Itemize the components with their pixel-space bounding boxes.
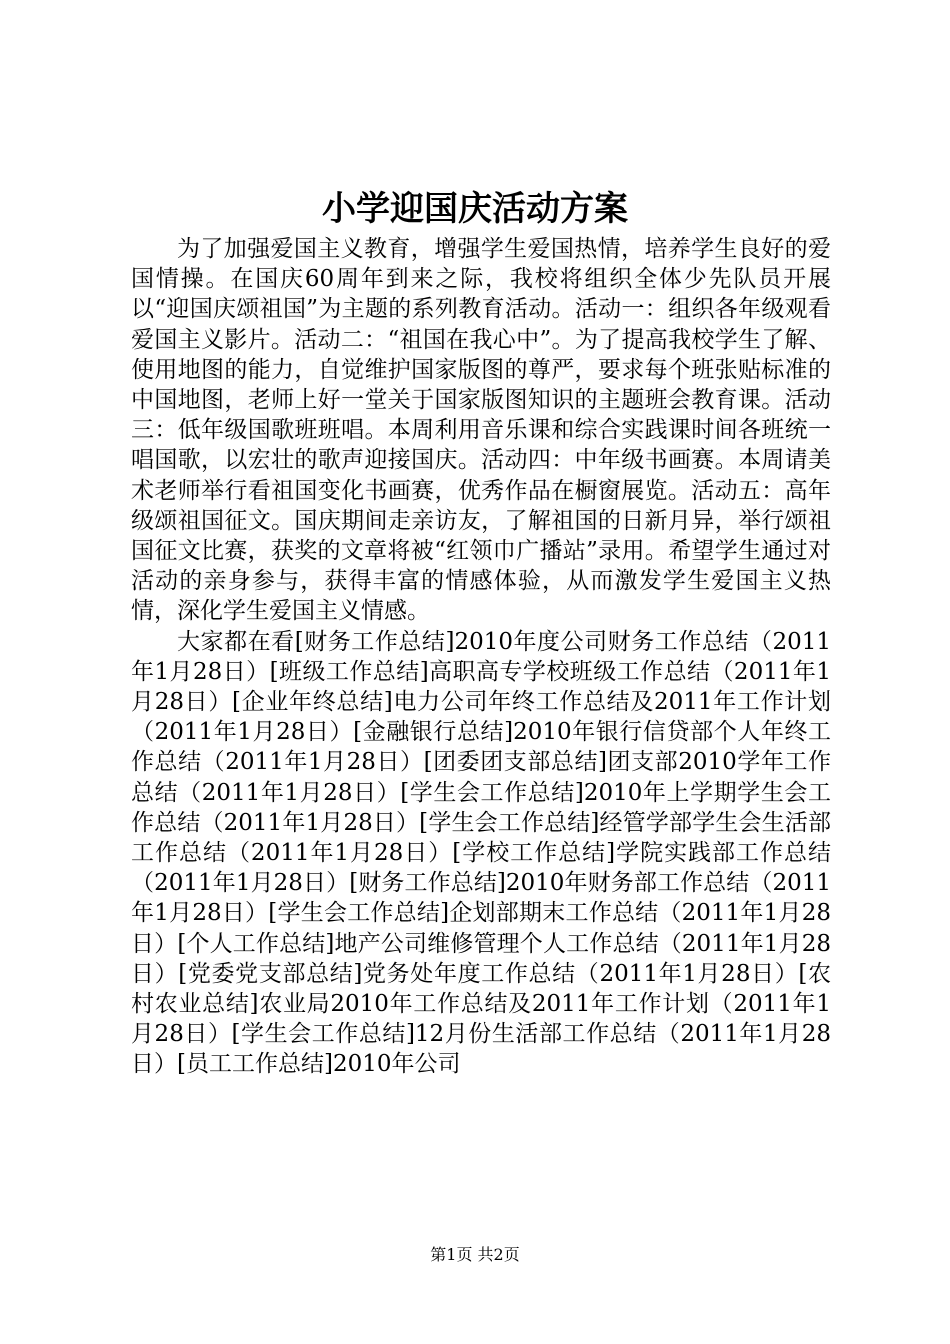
- document-title: 小学迎国庆活动方案: [322, 189, 628, 229]
- page-number-footer: 第1页 共2页: [430, 1245, 520, 1264]
- paragraph-activity-plan: 为了加强爱国主义教育，增强学生爱国热情，培养学生良好的爱国情操。在国庆60周年到来之际，我校将组织全体少先队员开展以“迎国庆颂祖国”为主题的系列教育活动。活动一：组织各年级观看爱国主义影片。活动二：“祖国在我心中”。为了提高我校学生了解、使用地图的能力，自觉维护国家版图的尊严，要求每个班张贴标准的中国地图，老师上好一堂关于国家版图知识的主题班会教育课。活动三：低年级国歌班班唱。本周利用音乐课和综合实践课时间各班统一唱国歌，以宏壮的歌声迎接国庆。活动四：中年级书画赛。本周请美术老师举行看祖国变化书画赛，优秀作品在橱窗展览。活动五：高年级颂祖国征文。国庆期间走亲访友，了解祖国的日新月异，举行颂祖国征文比赛，获奖的文章将被“红领巾广播站”录用。希望学生通过对活动的亲身参与，获得丰富的情感体验，从而激发学生爱国主义热情，深化学生爱国主义情感。: [131, 236, 831, 625]
- paragraph-related-articles: 大家都在看[财务工作总结]2010年度公司财务工作总结（2011年1月28日）[班级工作总结]高职高专学校班级工作总结（2011年1月28日）[企业年终总结]电力公司年终工作总结及2011年工作计划（2011年1月28日）[金融银行总结]2010年银行信贷部个人年终工作总结（2011年1月28日）[团委团支部总结]团支部2010学年工作总结（2011年1月28日）[学生会工作总结]2010年上学期学生会工作总结（2011年1月28日）[学生会工作总结]经管学部学生会生活部工作总结（2011年1月28日）[学校工作总结]学院实践部工作总结（2011年1月28日）[财务工作总结]2010年财务部工作总结（2011年1月28日）[学生会工作总结]企划部期末工作总结（2011年1月28日）[个人工作总结]地产公司维修管理个人工作总结（2011年1月28日）[党委党支部总结]党务处年度工作总结（2011年1月28日）[农村农业总结]农业局2010年工作总结及2011年工作计划（2011年1月28日）[学生会工作总结]12月份生活部工作总结（2011年1月28日）[员工工作总结]2010年公司: [131, 628, 831, 1078]
- document-body: [131, 234, 831, 1080]
